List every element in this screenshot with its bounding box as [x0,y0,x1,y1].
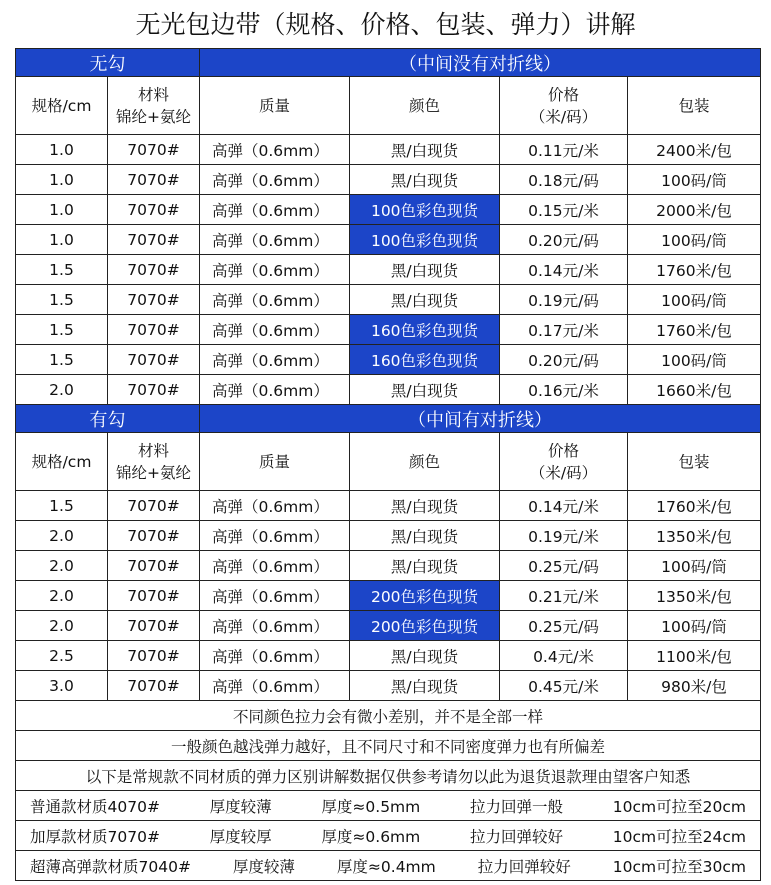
header-material-line1: 材料 [137,441,169,460]
spec-thickness: 厚度较薄 [209,797,272,816]
header-price-line2: （米/码） [529,463,598,482]
cell-material: 7070# [108,195,200,225]
spec-stretch: 10cm可拉至30cm [612,857,746,876]
cell-quality: 高弹（0.6mm） [200,345,350,375]
page-title: 无光包边带（规格、价格、包装、弹力）讲解 [135,10,636,39]
header-row [16,77,761,135]
spec-stretch: 10cm可拉至20cm [612,797,746,816]
header-size: 规格/cm [16,433,108,491]
cell-pack: 2000米/包 [628,195,761,225]
header-price-line1: 价格 [547,85,579,104]
cell-pack: 100码/筒 [628,225,761,255]
cell-size: 1.5 [16,345,108,375]
table-row [16,195,761,225]
cell-color: 100色彩色现货 [350,225,500,255]
note-row [16,731,761,761]
cell-pack: 1350米/包 [628,521,761,551]
cell-pack: 980米/包 [628,671,761,701]
section-band-hook [16,405,761,433]
table-row [16,135,761,165]
cell-price: 0.19元/码 [500,285,628,315]
cell-color: 黑/白现货 [350,671,500,701]
cell-material: 7070# [108,375,200,405]
cell-price: 0.25元/码 [500,611,628,641]
table-row [16,641,761,671]
cell-color: 200色彩色现货 [350,611,500,641]
cell-pack: 1760米/包 [628,491,761,521]
cell-color: 黑/白现货 [350,135,500,165]
header-price-line2: （米/码） [529,107,598,126]
spec-material: 超薄高弹款材质7040# [30,857,191,876]
header-material [108,77,200,135]
cell-material: 7070# [108,165,200,195]
cell-price: 0.19元/米 [500,521,628,551]
cell-size: 2.5 [16,641,108,671]
cell-price: 0.16元/米 [500,375,628,405]
spec-rebound: 拉力回弹较好 [477,857,571,876]
cell-quality: 高弹（0.6mm） [200,255,350,285]
cell-material: 7070# [108,551,200,581]
cell-price: 0.11元/米 [500,135,628,165]
table-row [16,225,761,255]
spec-thickness-value: 厚度≈0.5mm [321,797,421,816]
spec-row [16,791,761,821]
cell-size: 2.0 [16,581,108,611]
cell-size: 1.5 [16,315,108,345]
spec-thickness: 厚度较薄 [232,857,295,876]
cell-color: 160色彩色现货 [350,345,500,375]
cell-material: 7070# [108,671,200,701]
cell-quality: 高弹（0.6mm） [200,521,350,551]
header-material [108,433,200,491]
cell-quality: 高弹（0.6mm） [200,611,350,641]
section-label: 有勾 [16,405,200,433]
table-row [16,671,761,701]
cell-price: 0.20元/码 [500,225,628,255]
cell-pack: 100码/筒 [628,165,761,195]
cell-color: 160色彩色现货 [350,315,500,345]
cell-color: 黑/白现货 [350,521,500,551]
header-quality: 质量 [200,433,350,491]
cell-size: 1.5 [16,285,108,315]
cell-size: 1.0 [16,195,108,225]
cell-size: 2.0 [16,375,108,405]
spec-stretch: 10cm可拉至24cm [612,827,746,846]
cell-price: 0.18元/码 [500,165,628,195]
cell-material: 7070# [108,491,200,521]
spec-material: 普通款材质4070# [30,797,160,816]
note-row [16,701,761,731]
header-row [16,433,761,491]
header-pack: 包装 [628,433,761,491]
cell-color: 黑/白现货 [350,165,500,195]
header-price [500,77,628,135]
cell-color: 100色彩色现货 [350,195,500,225]
cell-size: 2.0 [16,611,108,641]
cell-size: 2.0 [16,521,108,551]
table-row [16,611,761,641]
table-row [16,285,761,315]
header-size: 规格/cm [16,77,108,135]
cell-color: 黑/白现货 [350,255,500,285]
cell-material: 7070# [108,225,200,255]
cell-quality: 高弹（0.6mm） [200,285,350,315]
cell-material: 7070# [108,641,200,671]
section-band-no-hook [16,49,761,77]
table-row [16,255,761,285]
cell-pack: 1100米/包 [628,641,761,671]
spec-cell [16,851,761,881]
cell-material: 7070# [108,521,200,551]
table-row [16,551,761,581]
header-quality: 质量 [200,77,350,135]
cell-color: 黑/白现货 [350,285,500,315]
cell-quality: 高弹（0.6mm） [200,671,350,701]
table-row [16,491,761,521]
cell-pack: 1660米/包 [628,375,761,405]
cell-size: 3.0 [16,671,108,701]
table-row [16,315,761,345]
cell-price: 0.17元/米 [500,315,628,345]
spec-row [16,821,761,851]
cell-material: 7070# [108,581,200,611]
cell-size: 1.0 [16,135,108,165]
cell-price: 0.4元/米 [500,641,628,671]
cell-quality: 高弹（0.6mm） [200,641,350,671]
header-material-line2: 锦纶+氨纶 [116,463,191,482]
cell-size: 1.0 [16,165,108,195]
cell-quality: 高弹（0.6mm） [200,135,350,165]
cell-material: 7070# [108,611,200,641]
table-row [16,345,761,375]
spec-row [16,851,761,881]
cell-pack: 100码/筒 [628,285,761,315]
cell-pack: 100码/筒 [628,551,761,581]
spec-thickness-value: 厚度≈0.6mm [321,827,421,846]
note-text: 以下是常规款不同材质的弹力区别讲解数据仅供参考请勿以此为退货退款理由望客户知悉 [16,761,761,791]
cell-color: 黑/白现货 [350,491,500,521]
spec-rebound: 拉力回弹较好 [470,827,564,846]
table-row [16,581,761,611]
header-color: 颜色 [350,77,500,135]
cell-material: 7070# [108,285,200,315]
cell-pack: 100码/筒 [628,611,761,641]
header-pack: 包装 [628,77,761,135]
table-row [16,521,761,551]
spec-cell [16,821,761,851]
section-desc: （中间没有对折线） [200,49,761,77]
cell-size: 1.5 [16,255,108,285]
cell-size: 2.0 [16,551,108,581]
cell-quality: 高弹（0.6mm） [200,225,350,255]
cell-size: 1.5 [16,491,108,521]
cell-quality: 高弹（0.6mm） [200,551,350,581]
spec-rebound: 拉力回弹一般 [470,797,564,816]
spec-thickness: 厚度较厚 [209,827,272,846]
header-material-line2: 锦纶+氨纶 [116,107,191,126]
cell-material: 7070# [108,345,200,375]
table-row [16,165,761,195]
cell-price: 0.45元/米 [500,671,628,701]
cell-quality: 高弹（0.6mm） [200,491,350,521]
cell-color: 黑/白现货 [350,375,500,405]
spec-material: 加厚款材质7070# [30,827,160,846]
cell-material: 7070# [108,135,200,165]
header-price [500,433,628,491]
cell-price: 0.15元/米 [500,195,628,225]
header-material-line1: 材料 [137,85,169,104]
cell-material: 7070# [108,255,200,285]
note-text: 不同颜色拉力会有微小差别，并不是全部一样 [16,701,761,731]
cell-pack: 1760米/包 [628,255,761,285]
spec-cell [16,791,761,821]
note-text: 一般颜色越浅弹力越好，且不同尺寸和不同密度弹力也有所偏差 [16,731,761,761]
cell-color: 200色彩色现货 [350,581,500,611]
cell-pack: 100码/筒 [628,345,761,375]
cell-color: 黑/白现货 [350,641,500,671]
cell-pack: 2400米/包 [628,135,761,165]
section-desc: （中间有对折线） [200,405,761,433]
section-label: 无勾 [16,49,200,77]
cell-size: 1.0 [16,225,108,255]
header-color: 颜色 [350,433,500,491]
cell-color: 黑/白现货 [350,551,500,581]
cell-quality: 高弹（0.6mm） [200,375,350,405]
cell-price: 0.21元/米 [500,581,628,611]
table-row [16,375,761,405]
cell-quality: 高弹（0.6mm） [200,165,350,195]
cell-price: 0.25元/码 [500,551,628,581]
cell-material: 7070# [108,315,200,345]
cell-quality: 高弹（0.6mm） [200,195,350,225]
cell-quality: 高弹（0.6mm） [200,581,350,611]
note-row [16,761,761,791]
cell-price: 0.14元/米 [500,491,628,521]
cell-price: 0.20元/码 [500,345,628,375]
cell-pack: 1350米/包 [628,581,761,611]
spec-thickness-value: 厚度≈0.4mm [336,857,436,876]
spec-price-table [15,48,761,881]
cell-pack: 1760米/包 [628,315,761,345]
cell-quality: 高弹（0.6mm） [200,315,350,345]
header-price-line1: 价格 [547,441,579,460]
cell-price: 0.14元/米 [500,255,628,285]
